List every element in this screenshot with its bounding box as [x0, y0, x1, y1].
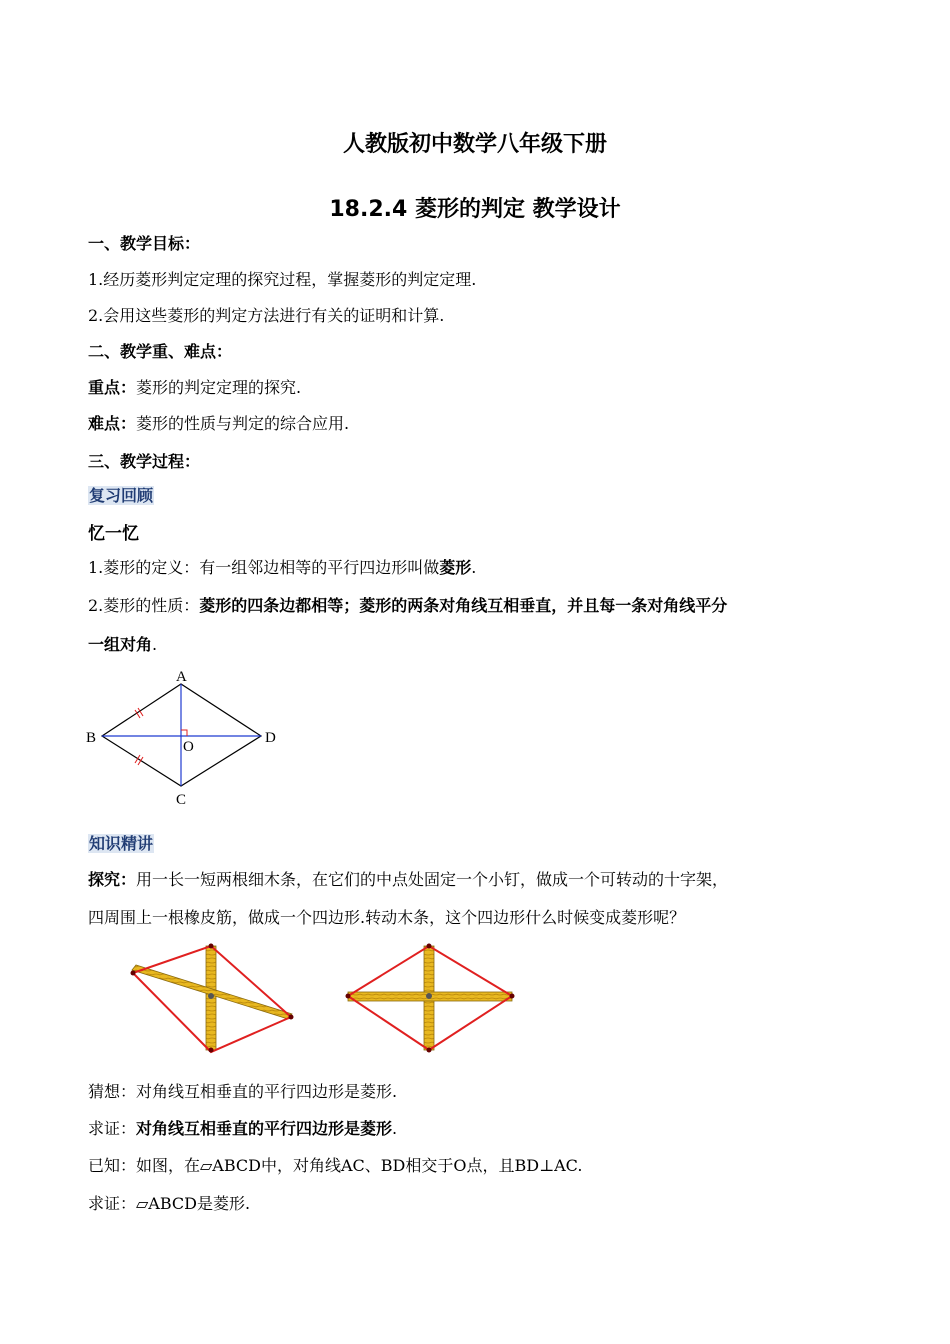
label-a: A [176, 669, 187, 685]
cross-figure-parallelogram [131, 944, 294, 1053]
key-point [88, 376, 868, 400]
prove-period: . [392, 1119, 398, 1138]
doc-title: 人教版初中数学八年级下册 [342, 132, 607, 157]
knowledge-tag-line [88, 832, 868, 856]
prove-statement [88, 1117, 868, 1141]
review-tag: 复习回顾 [89, 486, 154, 505]
rhombus-properties-cont [88, 633, 868, 657]
label-o: O [183, 739, 194, 755]
explore-line-1 [88, 868, 868, 892]
cross-figure-rhombus [346, 944, 515, 1053]
goal-item-1: 1.经历菱形判定定理的探究过程，掌握菱形的判定定理. [88, 270, 477, 289]
prove-label: 求证： [88, 1119, 137, 1138]
wooden-cross-figures [120, 940, 540, 1060]
hard-point-label: 难点： [88, 414, 137, 433]
rhombus-figure [80, 664, 290, 814]
doc-subtitle: 18.2.4 菱形的判定 教学设计 [329, 197, 621, 222]
knowledge-tag: 知识精讲 [89, 834, 154, 853]
goal-item-2: 2.会用这些菱形的判定方法进行有关的证明和计算. [88, 306, 445, 325]
to-prove-line: 求证：▱ABCD是菱形. [88, 1194, 251, 1213]
properties-text-line2: 一组对角 [88, 635, 153, 654]
prove-text: 对角线互相垂直的平行四边形是菱形 [136, 1119, 393, 1138]
given-line: 已知：如图，在▱ABCD中，对角线AC、BD相交于O点，且BD⊥AC. [88, 1156, 583, 1175]
label-c: C [176, 792, 187, 808]
review-tag-line [88, 484, 868, 508]
guess-line: 猜想：对角线互相垂直的平行四边形是菱形. [88, 1082, 398, 1101]
rhombus-properties [88, 594, 868, 618]
properties-period: . [152, 635, 158, 654]
definition-period: . [471, 558, 477, 577]
explore-line-2: 四周围上一根橡皮筋，做成一个四边形.转动木条，这个四边形什么时候变成菱形呢？ [88, 908, 686, 927]
label-d: D [265, 730, 276, 746]
section-goals-heading: 一、教学目标： [88, 234, 201, 253]
section-keypoints-heading: 二、教学重、难点： [88, 342, 233, 361]
properties-text-line1: 菱形的四条边都相等；菱形的两条对角线互相垂直，并且每一条对角线平分 [199, 596, 728, 615]
key-point-label: 重点： [88, 378, 137, 397]
recall-title: 忆一忆 [88, 524, 139, 544]
key-point-text: 菱形的判定定理的探究. [136, 378, 302, 397]
hard-point [88, 412, 868, 436]
rhombus-definition [88, 556, 868, 580]
definition-term: 菱形 [439, 558, 472, 577]
label-b: B [86, 730, 97, 746]
properties-prefix: 2.菱形的性质： [88, 596, 200, 615]
section-process-heading: 三、教学过程： [88, 452, 201, 471]
definition-text: 1.菱形的定义：有一组邻边相等的平行四边形叫做 [88, 558, 440, 577]
hard-point-text: 菱形的性质与判定的综合应用. [136, 414, 350, 433]
explore-text-1: 用一长一短两根细木条，在它们的中点处固定一个小钉，做成一个可转动的十字架， [136, 870, 729, 889]
explore-label: 探究： [88, 870, 137, 889]
right-angle-mark [181, 730, 187, 736]
